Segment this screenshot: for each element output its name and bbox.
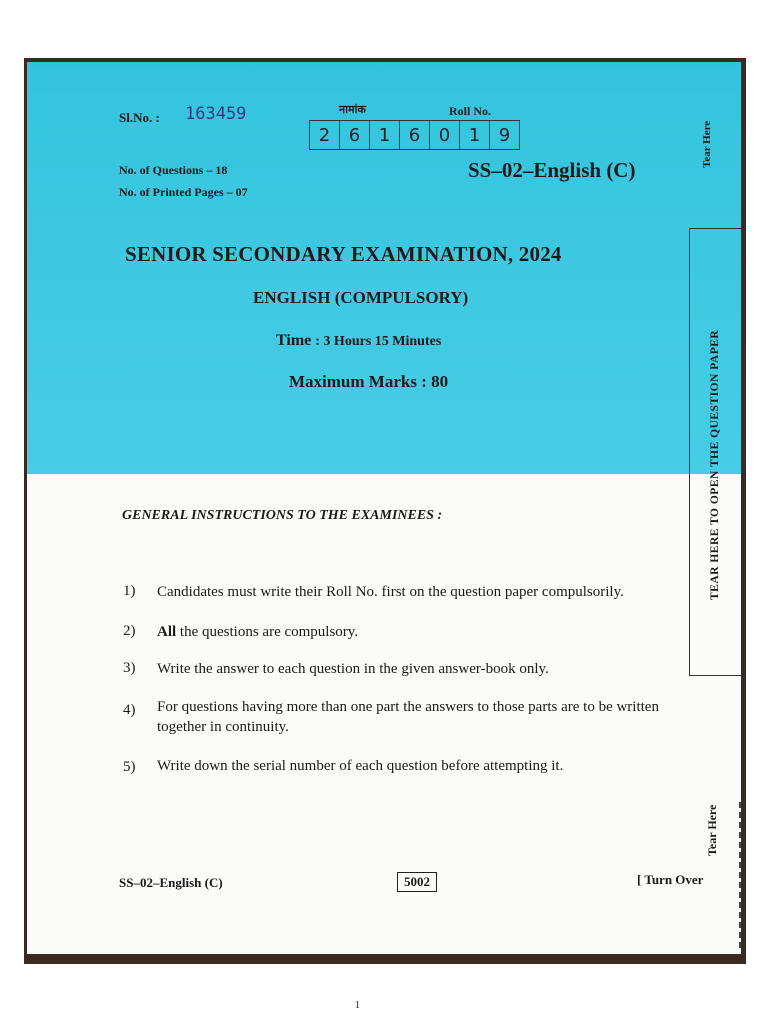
instruction-number: 4) xyxy=(123,702,136,718)
instruction-number: 1) xyxy=(123,583,136,599)
sl-no-label: Sl.No. : xyxy=(119,110,160,125)
perforation-line xyxy=(739,802,741,952)
roll-number-grid xyxy=(309,120,520,150)
roll-digit: 1 xyxy=(460,121,490,149)
instruction-number: 2) xyxy=(123,623,136,639)
tear-here-bottom: Tear Here xyxy=(705,804,719,856)
instruction-text-2 xyxy=(157,622,677,642)
marks-value: : 80 xyxy=(421,372,449,391)
footer-code-box: 5002 xyxy=(397,872,437,892)
subject-title: ENGLISH (COMPULSORY) xyxy=(253,288,469,307)
instruction-number: 3) xyxy=(123,660,136,676)
page-number: 1 xyxy=(355,1000,360,1011)
roll-digit: 1 xyxy=(370,121,400,149)
instruction-text: Candidates must write their Roll No. first on the question paper compulsorily. xyxy=(157,584,624,600)
time-value: : 3 Hours 15 Minutes xyxy=(315,334,442,349)
tear-here-top: Tear Here xyxy=(701,120,713,168)
footer-paper-code: SS–02–English (C) xyxy=(119,875,223,890)
instructions-heading: GENERAL INSTRUCTIONS TO THE EXAMINEES : xyxy=(122,508,443,523)
marks-row xyxy=(289,372,448,392)
questions-count: No. of Questions – 18 xyxy=(119,163,228,177)
instruction-text: Write down the serial number of each question before attempting it. xyxy=(157,758,564,774)
printed-pages: No. of Printed Pages – 07 xyxy=(119,185,248,199)
roll-digit: 2 xyxy=(310,121,340,149)
roll-no-label: Roll No. xyxy=(449,104,491,118)
turn-over-label: [ Turn Over xyxy=(637,872,704,887)
namank-label: नामांक xyxy=(339,104,366,116)
exam-title: SENIOR SECONDARY EXAMINATION, 2024 xyxy=(125,242,562,266)
instruction-bold-word: All xyxy=(157,624,177,640)
roll-digit: 6 xyxy=(340,121,370,149)
instruction-number: 5) xyxy=(123,759,136,775)
time-row xyxy=(276,332,441,350)
roll-digit: 9 xyxy=(498,124,511,146)
roll-digit: 0 xyxy=(430,121,460,149)
time-label: Time xyxy=(276,332,312,349)
tear-strip-text: TEAR HERE TO OPEN THE QUESTION PAPER xyxy=(709,329,721,600)
sl-no-value: 163459 xyxy=(185,104,247,124)
instruction-text: For questions having more than one part the answers to those parts are to be written together in continuity. xyxy=(157,699,659,735)
instruction-text: the questions are compulsory. xyxy=(176,624,359,640)
marks-label: Maximum Marks xyxy=(289,372,417,391)
instruction-text: Write the answer to each question in the given answer-book only. xyxy=(157,661,549,677)
question-paper-sheet xyxy=(27,62,741,954)
roll-digit: 6 xyxy=(400,121,430,149)
paper-code: SS–02–English (C) xyxy=(468,158,636,182)
